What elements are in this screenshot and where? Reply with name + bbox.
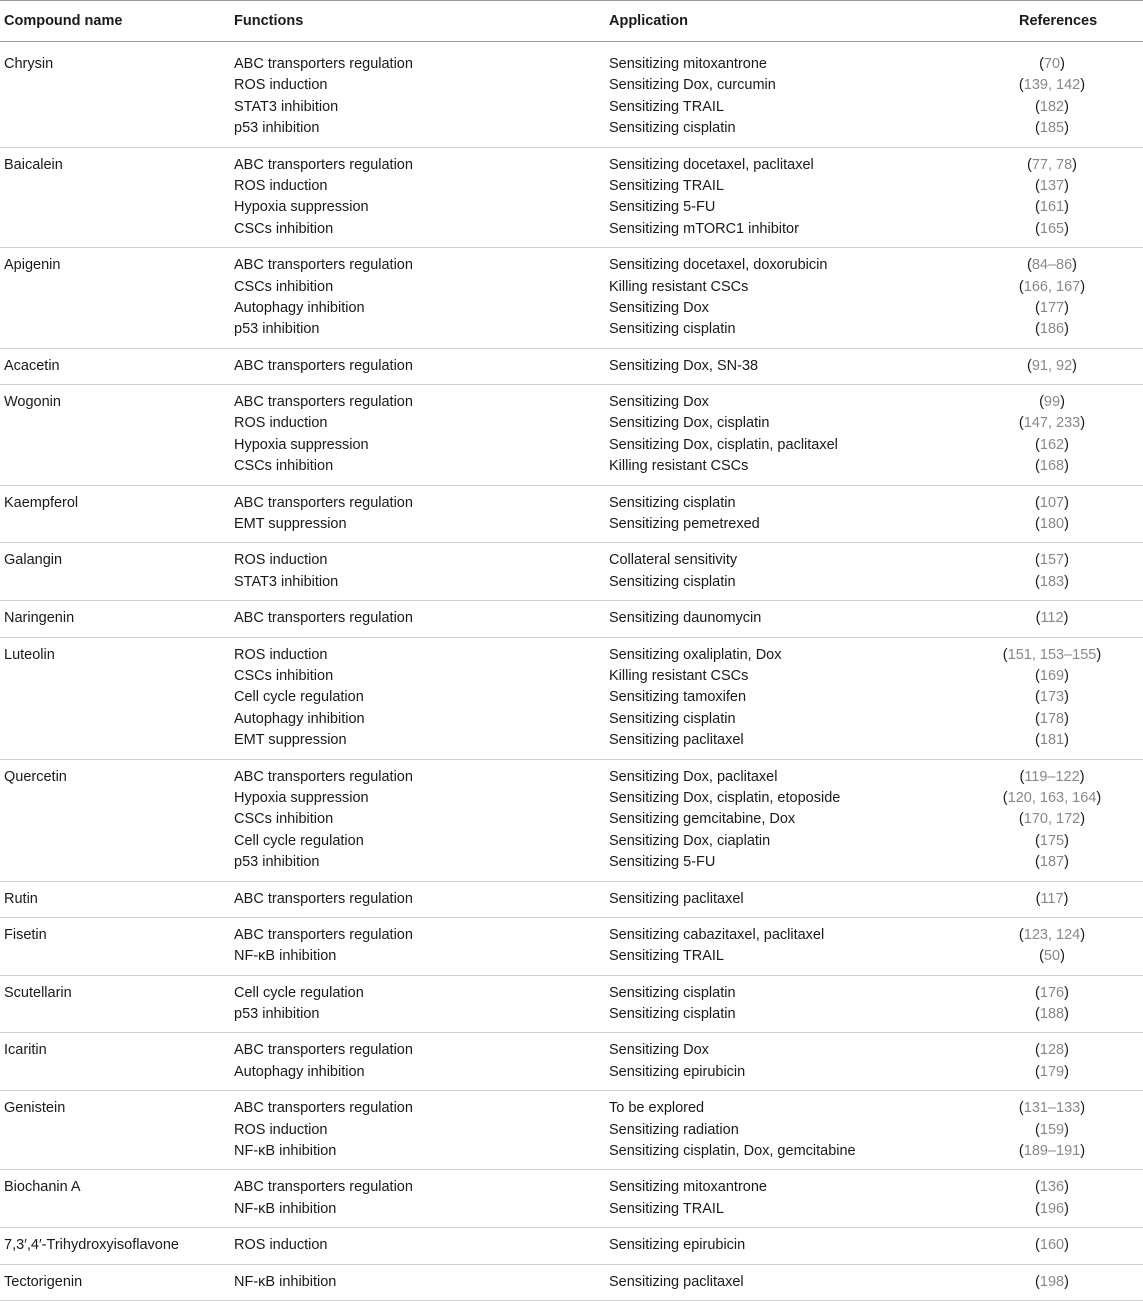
function-text: ROS induction bbox=[234, 646, 328, 663]
references-cell bbox=[997, 1170, 1143, 1228]
reference-text: (176) bbox=[1035, 984, 1069, 1001]
reference-text: (177) bbox=[1035, 299, 1069, 316]
application-cell bbox=[605, 1170, 997, 1228]
reference-text: (151, 153–155) bbox=[1002, 646, 1102, 663]
compound-name-cell bbox=[0, 1264, 230, 1300]
references-cell bbox=[997, 1264, 1143, 1300]
reference-numbers[interactable]: 181 bbox=[1039, 732, 1065, 749]
reference-text: (161) bbox=[1035, 199, 1069, 216]
function-text: ABC transporters regulation bbox=[234, 394, 413, 411]
compound-name-cell bbox=[0, 385, 230, 486]
reference-numbers[interactable]: 151, 153–155 bbox=[1007, 646, 1097, 663]
reference-numbers[interactable]: 157 bbox=[1039, 552, 1065, 569]
compound-name: Galangin bbox=[4, 552, 63, 569]
application-text: Sensitizing docetaxel, doxorubicin bbox=[609, 257, 828, 274]
function-text: CSCs inhibition bbox=[234, 220, 334, 237]
function-text: EMT suppression bbox=[234, 516, 347, 533]
function-text: ABC transporters regulation bbox=[234, 357, 413, 374]
application-text: Sensitizing cisplatin bbox=[609, 710, 736, 727]
references-cell bbox=[997, 1091, 1143, 1170]
application-text: Sensitizing cisplatin bbox=[609, 120, 736, 137]
reference-numbers[interactable]: 136 bbox=[1039, 1179, 1065, 1196]
reference-numbers[interactable]: 180 bbox=[1039, 516, 1065, 533]
reference-numbers[interactable]: 137 bbox=[1039, 177, 1065, 194]
functions-cell bbox=[230, 485, 605, 543]
application-text: Sensitizing TRAIL bbox=[609, 948, 724, 965]
function-text: ROS induction bbox=[234, 415, 328, 432]
table-row bbox=[0, 248, 1143, 349]
reference-text: (70) bbox=[1039, 56, 1065, 72]
compound-name: Chrysin bbox=[4, 56, 54, 72]
compound-name: Quercetin bbox=[4, 768, 67, 785]
compound-name-cell bbox=[0, 759, 230, 881]
reference-numbers[interactable]: 168 bbox=[1039, 458, 1065, 475]
application-cell bbox=[605, 385, 997, 486]
compound-name-cell bbox=[0, 1033, 230, 1091]
compound-name-cell bbox=[0, 601, 230, 637]
reference-numbers[interactable]: 119–122 bbox=[1024, 768, 1080, 785]
header-functions: Functions bbox=[230, 1, 605, 42]
reference-numbers[interactable]: 91, 92 bbox=[1031, 357, 1073, 374]
reference-numbers[interactable]: 166, 167 bbox=[1023, 278, 1081, 295]
reference-numbers[interactable]: 170, 172 bbox=[1023, 811, 1081, 828]
references-cell bbox=[997, 248, 1143, 349]
compound-name-cell bbox=[0, 1228, 230, 1264]
function-text: Cell cycle regulation bbox=[234, 689, 364, 706]
reference-numbers[interactable]: 175 bbox=[1039, 832, 1065, 849]
references-cell bbox=[997, 348, 1143, 384]
table-row bbox=[0, 348, 1143, 384]
reference-numbers[interactable]: 84–86 bbox=[1031, 257, 1073, 274]
reference-text: (173) bbox=[1035, 689, 1069, 706]
references-cell bbox=[997, 543, 1143, 601]
function-text: ABC transporters regulation bbox=[234, 926, 413, 943]
application-text: Sensitizing TRAIL bbox=[609, 177, 724, 194]
application-text: Sensitizing paclitaxel bbox=[609, 732, 744, 749]
reference-numbers[interactable]: 177 bbox=[1039, 299, 1065, 316]
reference-numbers[interactable]: 196 bbox=[1039, 1200, 1065, 1217]
reference-numbers[interactable]: 112 bbox=[1040, 610, 1064, 627]
compound-name: Scutellarin bbox=[4, 984, 72, 1001]
functions-cell bbox=[230, 759, 605, 881]
table-row bbox=[0, 917, 1143, 975]
function-text: Cell cycle regulation bbox=[234, 832, 364, 849]
table-row bbox=[0, 881, 1143, 917]
reference-numbers[interactable]: 185 bbox=[1039, 120, 1065, 137]
reference-text: (170, 172) bbox=[1018, 811, 1086, 828]
reference-text: (159) bbox=[1035, 1121, 1069, 1138]
reference-text: (188) bbox=[1035, 1006, 1069, 1023]
compound-name: Icaritin bbox=[4, 1042, 47, 1059]
reference-text: (99) bbox=[1039, 394, 1065, 411]
references-cell bbox=[997, 881, 1143, 917]
reference-text: (107) bbox=[1035, 494, 1069, 511]
reference-text: (157) bbox=[1035, 552, 1069, 569]
application-text: Killing resistant CSCs bbox=[609, 278, 749, 295]
application-cell bbox=[605, 1033, 997, 1091]
function-text: STAT3 inhibition bbox=[234, 98, 339, 115]
functions-cell bbox=[230, 1033, 605, 1091]
reference-text: (131–133) bbox=[1018, 1100, 1086, 1117]
application-text: Killing resistant CSCs bbox=[609, 458, 749, 475]
application-text: Sensitizing cisplatin bbox=[609, 1006, 736, 1023]
reference-text: (147, 233) bbox=[1018, 415, 1086, 432]
compound-name-cell bbox=[0, 881, 230, 917]
application-cell bbox=[605, 881, 997, 917]
compound-name: Biochanin A bbox=[4, 1179, 81, 1196]
reference-numbers[interactable]: 120, 163, 164 bbox=[1007, 789, 1097, 806]
reference-numbers[interactable]: 70 bbox=[1043, 56, 1061, 72]
reference-text: (183) bbox=[1035, 573, 1069, 590]
table-row bbox=[0, 485, 1143, 543]
function-text: ABC transporters regulation bbox=[234, 768, 413, 785]
application-text: Sensitizing gemcitabine, Dox bbox=[609, 811, 796, 828]
compound-name: Genistein bbox=[4, 1100, 66, 1117]
reference-text: (185) bbox=[1035, 120, 1069, 137]
function-text: p53 inhibition bbox=[234, 854, 320, 871]
reference-numbers[interactable]: 198 bbox=[1039, 1273, 1065, 1290]
application-cell bbox=[605, 601, 997, 637]
application-text: Sensitizing paclitaxel bbox=[609, 890, 744, 907]
function-text: ABC transporters regulation bbox=[234, 1100, 413, 1117]
function-text: ABC transporters regulation bbox=[234, 257, 413, 274]
application-cell bbox=[605, 248, 997, 349]
compound-name-cell bbox=[0, 348, 230, 384]
functions-cell bbox=[230, 1264, 605, 1300]
application-cell bbox=[605, 543, 997, 601]
compound-name: Rutin bbox=[4, 890, 38, 907]
function-text: CSCs inhibition bbox=[234, 458, 334, 475]
function-text: Hypoxia suppression bbox=[234, 436, 369, 453]
reference-numbers[interactable]: 188 bbox=[1039, 1006, 1065, 1023]
reference-numbers[interactable]: 187 bbox=[1039, 854, 1065, 871]
reference-numbers[interactable]: 182 bbox=[1039, 98, 1065, 115]
reference-text: (112) bbox=[1035, 610, 1069, 627]
reference-text: (178) bbox=[1035, 710, 1069, 727]
references-cell bbox=[997, 1228, 1143, 1264]
function-text: p53 inhibition bbox=[234, 321, 320, 338]
references-cell bbox=[997, 759, 1143, 881]
application-text: Sensitizing mitoxantrone bbox=[609, 56, 767, 72]
table-body bbox=[0, 42, 1143, 1301]
application-text: Sensitizing Dox, ciaplatin bbox=[609, 832, 771, 849]
reference-text: (77, 78) bbox=[1026, 156, 1077, 173]
reference-text: (84–86) bbox=[1026, 257, 1077, 274]
application-text: Killing resistant CSCs bbox=[609, 667, 749, 684]
functions-cell bbox=[230, 975, 605, 1033]
function-text: Autophagy inhibition bbox=[234, 1063, 365, 1080]
reference-text: (182) bbox=[1035, 98, 1069, 115]
functions-cell bbox=[230, 1170, 605, 1228]
compound-name-cell bbox=[0, 248, 230, 349]
header-application: Application bbox=[605, 1, 997, 42]
application-text: Sensitizing radiation bbox=[609, 1121, 739, 1138]
reference-numbers[interactable]: 128 bbox=[1039, 1042, 1065, 1059]
function-text: ROS induction bbox=[234, 552, 328, 569]
header-compound-name: Compound name bbox=[0, 1, 230, 42]
reference-text: (165) bbox=[1035, 220, 1069, 237]
function-text: STAT3 inhibition bbox=[234, 573, 339, 590]
table-row bbox=[0, 1228, 1143, 1264]
references-cell bbox=[997, 1033, 1143, 1091]
compound-name-cell bbox=[0, 42, 230, 148]
functions-cell bbox=[230, 147, 605, 248]
reference-text: (198) bbox=[1035, 1273, 1069, 1290]
reference-text: (50) bbox=[1039, 948, 1065, 965]
application-cell bbox=[605, 975, 997, 1033]
compound-name-cell bbox=[0, 637, 230, 759]
table-row bbox=[0, 1033, 1143, 1091]
application-cell bbox=[605, 42, 997, 148]
reference-text: (162) bbox=[1035, 436, 1069, 453]
reference-numbers[interactable]: 186 bbox=[1039, 321, 1065, 338]
function-text: Autophagy inhibition bbox=[234, 299, 365, 316]
application-text: Sensitizing mTORC1 inhibitor bbox=[609, 220, 799, 237]
references-cell bbox=[997, 42, 1143, 148]
reference-text: (187) bbox=[1035, 854, 1069, 871]
function-text: ABC transporters regulation bbox=[234, 610, 413, 627]
compound-name: Fisetin bbox=[4, 926, 47, 943]
compound-name: Apigenin bbox=[4, 257, 61, 274]
application-text: Sensitizing cisplatin bbox=[609, 321, 736, 338]
application-text: Sensitizing cisplatin bbox=[609, 573, 736, 590]
application-cell bbox=[605, 637, 997, 759]
reference-numbers[interactable]: 179 bbox=[1039, 1063, 1065, 1080]
reference-text: (181) bbox=[1035, 732, 1069, 749]
application-cell bbox=[605, 917, 997, 975]
function-text: Hypoxia suppression bbox=[234, 199, 369, 216]
application-cell bbox=[605, 759, 997, 881]
application-cell bbox=[605, 1091, 997, 1170]
application-text: Sensitizing Dox, cisplatin, paclitaxel bbox=[609, 436, 838, 453]
application-cell bbox=[605, 485, 997, 543]
references-cell bbox=[997, 601, 1143, 637]
header-row bbox=[0, 1, 1143, 42]
application-text: Sensitizing paclitaxel bbox=[609, 1273, 744, 1290]
reference-text: (139, 142) bbox=[1018, 77, 1086, 94]
function-text: NF-κB inhibition bbox=[234, 1200, 337, 1217]
reference-text: (128) bbox=[1035, 1042, 1069, 1059]
function-text: ABC transporters regulation bbox=[234, 156, 413, 173]
function-text: Autophagy inhibition bbox=[234, 710, 365, 727]
reference-numbers[interactable]: 183 bbox=[1039, 573, 1065, 590]
table-row bbox=[0, 975, 1143, 1033]
references-cell bbox=[997, 917, 1143, 975]
reference-numbers[interactable]: 107 bbox=[1039, 494, 1065, 511]
reference-text: (117) bbox=[1035, 890, 1069, 907]
application-cell bbox=[605, 1228, 997, 1264]
application-text: Sensitizing Dox, cisplatin, etoposide bbox=[609, 789, 841, 806]
reference-numbers[interactable]: 159 bbox=[1039, 1121, 1065, 1138]
reference-numbers[interactable]: 131–133 bbox=[1023, 1100, 1081, 1117]
function-text: ROS induction bbox=[234, 77, 328, 94]
application-cell bbox=[605, 348, 997, 384]
application-cell bbox=[605, 1264, 997, 1300]
reference-numbers[interactable]: 117 bbox=[1040, 890, 1064, 907]
function-text: EMT suppression bbox=[234, 732, 347, 749]
application-text: Sensitizing tamoxifen bbox=[609, 689, 747, 706]
application-text: Sensitizing Dox bbox=[609, 299, 709, 316]
functions-cell bbox=[230, 543, 605, 601]
functions-cell bbox=[230, 881, 605, 917]
application-text: Sensitizing cabazitaxel, paclitaxel bbox=[609, 926, 825, 943]
function-text: ABC transporters regulation bbox=[234, 494, 413, 511]
compound-name: 7,3′,4′-Trihydroxyisoflavone bbox=[4, 1237, 179, 1254]
function-text: CSCs inhibition bbox=[234, 278, 334, 295]
reference-numbers[interactable]: 77, 78 bbox=[1031, 156, 1073, 173]
application-text: Sensitizing 5-FU bbox=[609, 199, 716, 216]
function-text: ABC transporters regulation bbox=[234, 890, 413, 907]
table-row bbox=[0, 1170, 1143, 1228]
application-text: Sensitizing mitoxantrone bbox=[609, 1179, 767, 1196]
table-row bbox=[0, 1264, 1143, 1300]
function-text: Cell cycle regulation bbox=[234, 984, 364, 1001]
function-text: ABC transporters regulation bbox=[234, 56, 413, 72]
reference-numbers[interactable]: 160 bbox=[1039, 1237, 1065, 1254]
functions-cell bbox=[230, 42, 605, 148]
compound-name: Acacetin bbox=[4, 357, 60, 374]
functions-cell bbox=[230, 1091, 605, 1170]
table-row bbox=[0, 543, 1143, 601]
application-text: Sensitizing Dox, paclitaxel bbox=[609, 768, 778, 785]
function-text: CSCs inhibition bbox=[234, 811, 334, 828]
compound-name: Luteolin bbox=[4, 646, 55, 663]
table-row bbox=[0, 601, 1143, 637]
reference-numbers[interactable]: 169 bbox=[1039, 667, 1065, 684]
reference-numbers[interactable]: 189–191 bbox=[1023, 1143, 1081, 1160]
reference-text: (120, 163, 164) bbox=[1002, 789, 1102, 806]
compound-name: Tectorigenin bbox=[4, 1273, 83, 1290]
reference-text: (160) bbox=[1035, 1237, 1069, 1254]
application-text: Sensitizing cisplatin bbox=[609, 984, 736, 1001]
function-text: ROS induction bbox=[234, 1121, 328, 1138]
function-text: Hypoxia suppression bbox=[234, 789, 369, 806]
function-text: NF-κB inhibition bbox=[234, 948, 337, 965]
reference-numbers[interactable]: 99 bbox=[1043, 394, 1061, 411]
reference-numbers[interactable]: 161 bbox=[1039, 199, 1065, 216]
application-text: Sensitizing epirubicin bbox=[609, 1237, 746, 1254]
application-text: Sensitizing Dox, cisplatin bbox=[609, 415, 770, 432]
table-row bbox=[0, 42, 1143, 148]
compound-name-cell bbox=[0, 485, 230, 543]
references-cell bbox=[997, 485, 1143, 543]
reference-numbers[interactable]: 173 bbox=[1039, 689, 1065, 706]
table-row bbox=[0, 759, 1143, 881]
reference-text: (137) bbox=[1035, 177, 1069, 194]
application-text: Sensitizing cisplatin bbox=[609, 494, 736, 511]
application-text: Sensitizing 5-FU bbox=[609, 854, 716, 871]
compound-name-cell bbox=[0, 1091, 230, 1170]
application-text: Sensitizing pemetrexed bbox=[609, 516, 760, 533]
compound-name-cell bbox=[0, 1170, 230, 1228]
references-cell bbox=[997, 147, 1143, 248]
table-row bbox=[0, 147, 1143, 248]
application-text: Sensitizing Dox bbox=[609, 1042, 709, 1059]
references-cell bbox=[997, 385, 1143, 486]
application-text: Sensitizing docetaxel, paclitaxel bbox=[609, 156, 814, 173]
function-text: CSCs inhibition bbox=[234, 667, 334, 684]
table-row bbox=[0, 637, 1143, 759]
functions-cell bbox=[230, 601, 605, 637]
application-text: Sensitizing TRAIL bbox=[609, 98, 724, 115]
application-text: Sensitizing Dox, curcumin bbox=[609, 77, 776, 94]
table-row bbox=[0, 385, 1143, 486]
reference-text: (136) bbox=[1035, 1179, 1069, 1196]
function-text: ABC transporters regulation bbox=[234, 1179, 413, 1196]
application-text: Collateral sensitivity bbox=[609, 552, 738, 569]
compound-name: Baicalein bbox=[4, 156, 63, 173]
compound-name-cell bbox=[0, 543, 230, 601]
function-text: p53 inhibition bbox=[234, 120, 320, 137]
references-cell bbox=[997, 975, 1143, 1033]
application-text: Sensitizing Dox bbox=[609, 394, 709, 411]
reference-text: (123, 124) bbox=[1018, 926, 1086, 943]
function-text: NF-κB inhibition bbox=[234, 1273, 337, 1290]
reference-text: (196) bbox=[1035, 1200, 1069, 1217]
functions-cell bbox=[230, 385, 605, 486]
reference-text: (91, 92) bbox=[1026, 357, 1077, 374]
reference-numbers[interactable]: 162 bbox=[1039, 436, 1065, 453]
compound-name-cell bbox=[0, 917, 230, 975]
function-text: ROS induction bbox=[234, 1237, 328, 1254]
compound-name-cell bbox=[0, 975, 230, 1033]
application-text: Sensitizing epirubicin bbox=[609, 1063, 746, 1080]
header-references: References bbox=[997, 1, 1143, 42]
function-text: p53 inhibition bbox=[234, 1006, 320, 1023]
application-text: Sensitizing cisplatin, Dox, gemcitabine bbox=[609, 1143, 856, 1160]
reference-text: (186) bbox=[1035, 321, 1069, 338]
application-text: Sensitizing TRAIL bbox=[609, 1200, 724, 1217]
references-cell bbox=[997, 637, 1143, 759]
functions-cell bbox=[230, 348, 605, 384]
application-cell bbox=[605, 147, 997, 248]
reference-numbers[interactable]: 123, 124 bbox=[1023, 926, 1081, 943]
application-text: Sensitizing Dox, SN-38 bbox=[609, 357, 759, 374]
reference-text: (168) bbox=[1035, 458, 1069, 475]
reference-text: (175) bbox=[1035, 832, 1069, 849]
reference-text: (180) bbox=[1035, 516, 1069, 533]
reference-text: (169) bbox=[1035, 667, 1069, 684]
functions-cell bbox=[230, 1228, 605, 1264]
functions-cell bbox=[230, 248, 605, 349]
reference-numbers[interactable]: 139, 142 bbox=[1023, 77, 1081, 94]
reference-numbers[interactable]: 176 bbox=[1039, 984, 1065, 1001]
function-text: ABC transporters regulation bbox=[234, 1042, 413, 1059]
reference-text: (179) bbox=[1035, 1063, 1069, 1080]
application-text: Sensitizing daunomycin bbox=[609, 610, 762, 627]
application-text: To be explored bbox=[609, 1100, 705, 1117]
reference-text: (189–191) bbox=[1018, 1143, 1086, 1160]
compound-name: Wogonin bbox=[4, 394, 61, 411]
reference-numbers[interactable]: 165 bbox=[1039, 220, 1065, 237]
reference-numbers[interactable]: 50 bbox=[1043, 948, 1061, 965]
reference-numbers[interactable]: 178 bbox=[1039, 710, 1065, 727]
functions-cell bbox=[230, 637, 605, 759]
application-text: Sensitizing oxaliplatin, Dox bbox=[609, 646, 782, 663]
compound-name: Naringenin bbox=[4, 610, 75, 627]
compound-name-cell bbox=[0, 147, 230, 248]
functions-cell bbox=[230, 917, 605, 975]
reference-text: (166, 167) bbox=[1018, 278, 1086, 295]
table-row bbox=[0, 1091, 1143, 1170]
reference-numbers[interactable]: 147, 233 bbox=[1023, 415, 1081, 432]
function-text: NF-κB inhibition bbox=[234, 1143, 337, 1160]
reference-text: (119–122) bbox=[1019, 768, 1085, 785]
function-text: ROS induction bbox=[234, 177, 328, 194]
compound-name: Kaempferol bbox=[4, 494, 79, 511]
